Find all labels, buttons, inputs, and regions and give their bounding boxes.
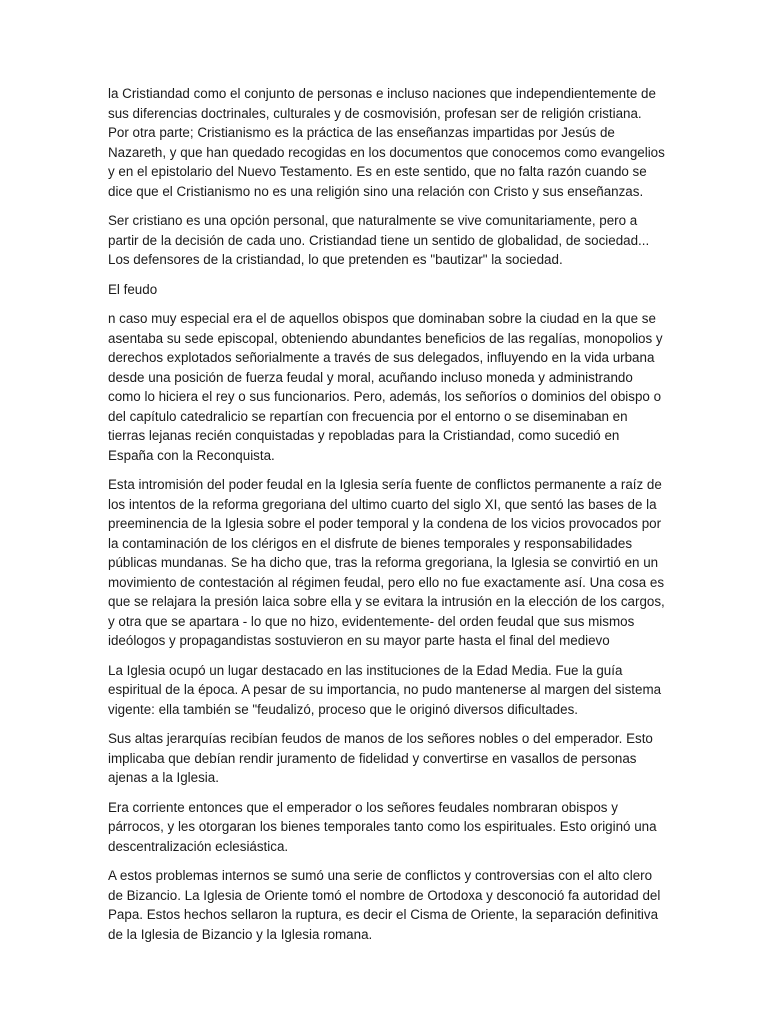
- paragraph-cisma-oriente: A estos problemas internos se sumó una serie de conflictos y controversias con el alto clero de Bizancio. La Iglesia de Oriente tomó el nombre de Ortodoxa y desconoció fa autoridad del Papa. Estos hechos sellaron la ruptura, es decir el Cisma de Oriente, la separación definitiva de la Iglesia de Bizancio y la Iglesia romana.: [108, 868, 661, 942]
- paragraph-obispos-feudales: n caso muy especial era el de aquellos obispos que dominaban sobre la ciudad en la que se asentaba su sede episcopal, obteniendo abundantes beneficios de las regalías, monopolios y derechos explotados señorialmente a través de sus delegados, influyendo en la vida urbana desde una posición de fuerza feudal y moral, acuñando incluso moneda y administrando como lo hiciera el rey o sus funcionarios. Pero, además, los señoríos o dominios del obispo o del capítulo catedralicio se repartían con frecuencia por el entorno o se diseminaban en tierras lejanas recién conquistadas y repobladas para la Cristiandad, como sucedió en España con la Reconquista.: [108, 311, 663, 463]
- paragraph-ser-cristiano: Ser cristiano es una opción personal, que naturalmente se vive comunitariamente, pero a partir de la decisión de cada uno. Cristiandad tiene un sentido de globalidad, de sociedad... Los defensores de la cristiandad, lo que pretenden es "bautizar" la sociedad.: [108, 213, 650, 267]
- paragraph-reforma-gregoriana: Esta intromisión del poder feudal en la Iglesia sería fuente de conflictos permanente a raíz de los intentos de la reforma gregoriana del ultimo cuarto del siglo XI, que sentó las bases de la preeminencia de la Iglesia sobre el poder temporal y la condena de los vicios provocados por la contaminación de los clérigos en el disfrute de bienes temporales y responsabilidades públicas mundanas. Se ha dicho que, tras la reforma gregoriana, la Iglesia se convirtió en un movimiento de contestación al régimen feudal, pero ello no fue exactamente así. Una cosa es que se relajara la presión laica sobre ella y se evitara la intrusión en la elección de los cargos, y otra que se apartara - lo que no hizo, evidentemente- del orden feudal que sus mismos ideólogos y propagandistas sostuvieron en su mayor parte hasta el final del medievo: [108, 477, 665, 648]
- section-heading-el-feudo: El feudo: [108, 281, 158, 297]
- paragraph-iglesia-edad-media: La Iglesia ocupó un lugar destacado en las instituciones de la Edad Media. Fue la guía espiritual de la época. A pesar de su importancia, no pudo mantenerse al margen del sistema vigente: ella también se "feudalizó, proceso que le originó diversos dificultades.: [108, 662, 662, 717]
- paragraph-altas-jerarquias: Sus altas jerarquías recibían feudos de manos de los señores nobles o del emperador. Esto implicaba que debían rendir juramento de fidelidad y convertirse en vasallos de personas ajenas a la Iglesia.: [108, 731, 653, 785]
- paragraph-nombramiento-obispos: Era corriente entonces que el emperador o los señores feudales nombraran obispos y párrocos, y les otorgaran los bienes temporales tanto como los espirituales. Esto originó una descentralización eclesiástica.: [108, 799, 657, 854]
- document-page: [108, 84, 666, 954]
- paragraph-cristiandad-definition: la Cristiandad como el conjunto de personas e incluso naciones que independientemente de sus diferencias doctrinales, culturales y de cosmovisión, profesan ser de religión cristiana. Por otra parte; Cristianismo es la práctica de las enseñanzas impartidas por Jesús de Nazareth, y que han quedado recogidas en los documentos que conocemos como evangelios y en el epistolario del Nuevo Testamento. Es en este sentido, que no falta razón cuando se dice que el Cristianismo no es una religión sino una relación con Cristo y sus enseñanzas.: [108, 86, 665, 199]
